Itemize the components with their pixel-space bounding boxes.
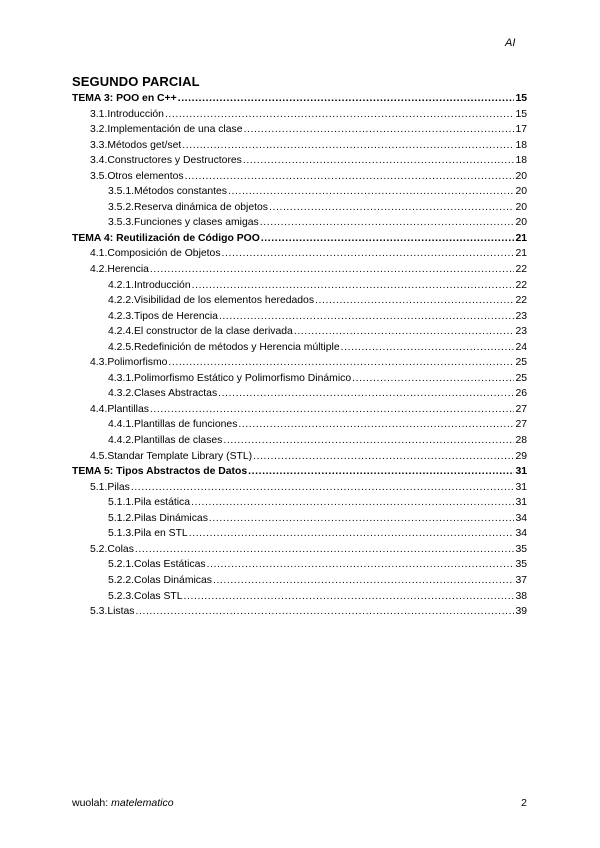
toc-entry-page: 18 (515, 139, 527, 151)
toc-dot-leader (228, 184, 514, 200)
toc-section-entry[interactable] (72, 246, 527, 262)
toc-entry-page: 34 (515, 528, 527, 540)
toc-subsection-entry[interactable] (72, 511, 527, 527)
toc-entry-page: 21 (515, 248, 527, 260)
toc-dot-leader (191, 495, 514, 511)
toc-section-entry[interactable] (72, 402, 527, 418)
toc-entry-page: 23 (515, 326, 527, 338)
toc-entry-page: 35 (515, 543, 527, 555)
toc-entry-title: 5.1.3.Pila en STL (108, 528, 188, 540)
toc-entry-title: 5.2.3.Colas STL (108, 590, 183, 602)
toc-dot-leader (341, 340, 515, 356)
toc-entry-page: 22 (515, 264, 527, 276)
toc-entry-page: 25 (515, 357, 527, 369)
toc-entry-page: 26 (515, 388, 527, 400)
toc-dot-leader (238, 417, 514, 433)
toc-entry-page: 31 (515, 497, 527, 509)
toc-entry-title: 5.1.Pilas (90, 481, 130, 493)
toc-dot-leader (248, 464, 514, 480)
toc-chapter-entry[interactable] (72, 231, 527, 247)
toc-dot-leader (131, 480, 515, 496)
toc-dot-leader (150, 402, 515, 418)
toc-dot-leader (165, 107, 515, 123)
toc-dot-leader (315, 293, 514, 309)
toc-entry-page: 27 (515, 403, 527, 415)
toc-dot-leader (261, 231, 515, 247)
toc-entry-title: 4.3.Polimorfismo (90, 357, 168, 369)
toc-entry-title: 5.1.1.Pila estática (108, 497, 191, 509)
toc-entry-title: 3.5.Otros elementos (90, 170, 184, 182)
toc-dot-leader (244, 122, 515, 138)
toc-subsection-entry[interactable] (72, 589, 527, 605)
toc-dot-leader (168, 355, 514, 371)
toc-dot-leader (294, 324, 515, 340)
toc-subsection-entry[interactable] (72, 371, 527, 387)
toc-dot-leader (219, 309, 515, 325)
toc-dot-leader (184, 589, 515, 605)
toc-entry-title: 5.2.Colas (90, 543, 134, 555)
toc-entry-page: 31 (515, 481, 527, 493)
toc-dot-leader (253, 449, 514, 465)
toc-entry-title: 4.4.1.Plantillas de funciones (108, 419, 238, 431)
toc-entry-page: 24 (515, 341, 527, 353)
toc-entry-title: TEMA 4: Reutilización de Código POO (72, 232, 260, 244)
toc-entry-page: 20 (515, 217, 527, 229)
toc-entry-page: 27 (515, 419, 527, 431)
toc-entry-title: 4.4.Plantillas (90, 403, 149, 415)
toc-entry-title: 3.3.Métodos get/set (90, 139, 182, 151)
toc-section-entry[interactable] (72, 480, 527, 496)
toc-entry-title: 4.2.Herencia (90, 264, 149, 276)
toc-dot-leader (182, 138, 514, 154)
toc-entry-page: 17 (515, 124, 527, 136)
toc-subsection-entry[interactable] (72, 386, 527, 402)
toc-section-entry[interactable] (72, 107, 527, 123)
toc-subsection-entry[interactable] (72, 495, 527, 511)
toc-dot-leader (218, 386, 514, 402)
toc-section-entry[interactable] (72, 262, 527, 278)
toc-dot-leader (185, 169, 515, 185)
toc-entry-title: 4.2.3.Tipos de Herencia (108, 310, 218, 322)
toc-entry-page: 15 (515, 93, 527, 104)
toc-subsection-entry[interactable] (72, 433, 527, 449)
toc-entry-title: 3.5.1.Métodos constantes (108, 186, 227, 198)
toc-subsection-entry[interactable] (72, 324, 527, 340)
toc-dot-leader (223, 433, 514, 449)
toc-subsection-entry[interactable] (72, 215, 527, 231)
toc-subsection-entry[interactable] (72, 573, 527, 589)
toc-subsection-entry[interactable] (72, 526, 527, 542)
toc-subsection-entry[interactable] (72, 557, 527, 573)
toc-subsection-entry[interactable] (72, 309, 527, 325)
toc-entry-page: 15 (515, 108, 527, 120)
toc-dot-leader (269, 200, 514, 216)
toc-entry-page: 20 (515, 201, 527, 213)
toc-entry-title: 5.2.2.Colas Dinámicas (108, 574, 212, 586)
toc-subsection-entry[interactable] (72, 417, 527, 433)
toc-entry-title: 5.1.2.Pilas Dinámicas (108, 512, 208, 524)
toc-dot-leader (243, 153, 515, 169)
footer-username: matelematico (111, 797, 174, 809)
toc-entry-page: 35 (515, 559, 527, 571)
toc-dot-leader (189, 526, 515, 542)
header-corner-mark: AI (505, 37, 516, 49)
toc-entry-title: 4.5.Standar Template Library (STL) (90, 450, 253, 462)
toc-section-entry[interactable] (72, 138, 527, 154)
toc-section-entry[interactable] (72, 153, 527, 169)
toc-entry-page: 25 (515, 372, 527, 384)
toc-entry-page: 29 (515, 450, 527, 462)
toc-chapter-entry[interactable] (72, 464, 527, 480)
toc-section-entry[interactable] (72, 122, 527, 138)
toc-entry-title: 5.3.Listas (90, 606, 135, 618)
toc-subsection-entry[interactable] (72, 293, 527, 309)
toc-entry-page: 22 (515, 279, 527, 291)
toc-entry-page: 38 (515, 590, 527, 602)
section-title: SEGUNDO PARCIAL (72, 74, 200, 89)
toc-section-entry[interactable] (72, 449, 527, 465)
toc-entry-title: 4.3.2.Clases Abstractas (108, 388, 218, 400)
toc-subsection-entry[interactable] (72, 278, 527, 294)
toc-entry-page: 28 (515, 435, 527, 447)
toc-entry-title: TEMA 5: Tipos Abstractos de Datos (72, 466, 248, 478)
footer-page-number: 2 (521, 797, 527, 809)
toc-entry-title: 4.2.4.El constructor de la clase derivada (108, 326, 293, 338)
toc-entry-title: TEMA 3: POO en C++ (72, 93, 177, 104)
toc-entry-title: 3.2.Implementación de una clase (90, 124, 243, 136)
toc-entry-title: 3.1.Introducción (90, 108, 164, 120)
toc-entry-page: 37 (515, 574, 527, 586)
toc-entry-page: 18 (515, 155, 527, 167)
toc-dot-leader (178, 91, 515, 107)
toc-subsection-entry[interactable] (72, 184, 527, 200)
toc-section-entry[interactable] (72, 169, 527, 185)
toc-entry-page: 21 (515, 232, 527, 244)
toc-entry-title: 4.3.1.Polimorfismo Estático y Polimorfismo Dinámico (108, 372, 352, 384)
toc-dot-leader (213, 573, 514, 589)
toc-dot-leader (209, 511, 515, 527)
toc-dot-leader (207, 557, 515, 573)
toc-subsection-entry[interactable] (72, 340, 527, 356)
table-of-contents (72, 91, 527, 620)
footer-source (72, 797, 174, 809)
toc-dot-leader (222, 246, 515, 262)
toc-entry-page: 31 (515, 466, 527, 478)
toc-dot-leader (135, 604, 514, 620)
toc-entry-page: 20 (515, 186, 527, 198)
toc-entry-page: 22 (515, 295, 527, 307)
toc-dot-leader (192, 278, 515, 294)
toc-entry-title: 3.4.Constructores y Destructores (90, 155, 242, 167)
toc-entry-title: 5.2.1.Colas Estáticas (108, 559, 206, 571)
toc-section-entry[interactable] (72, 542, 527, 558)
toc-entry-title: 3.5.2.Reserva dinámica de objetos (108, 201, 268, 213)
toc-entry-title: 4.1.Composición de Objetos (90, 248, 221, 260)
toc-entry-title: 4.2.5.Redefinición de métodos y Herencia múltiple (108, 341, 340, 353)
toc-dot-leader (135, 542, 515, 558)
toc-chapter-entry[interactable] (72, 91, 527, 107)
toc-section-entry[interactable] (72, 355, 527, 371)
toc-entry-page: 23 (515, 310, 527, 322)
toc-entry-title: 4.2.1.Introducción (108, 279, 191, 291)
toc-dot-leader (352, 371, 514, 387)
footer-source-label: wuolah: (72, 797, 109, 809)
toc-entry-page: 34 (515, 512, 527, 524)
toc-dot-leader (150, 262, 515, 278)
toc-entry-title: 4.2.2.Visibilidad de los elementos heredados (108, 295, 315, 307)
toc-entry-title: 3.5.3.Funciones y clases amigas (108, 217, 259, 229)
toc-entry-page: 20 (515, 170, 527, 182)
toc-section-entry[interactable] (72, 604, 527, 620)
toc-entry-title: 4.4.2.Plantillas de clases (108, 435, 223, 447)
toc-subsection-entry[interactable] (72, 200, 527, 216)
toc-entry-page: 39 (515, 606, 527, 618)
toc-dot-leader (260, 215, 515, 231)
